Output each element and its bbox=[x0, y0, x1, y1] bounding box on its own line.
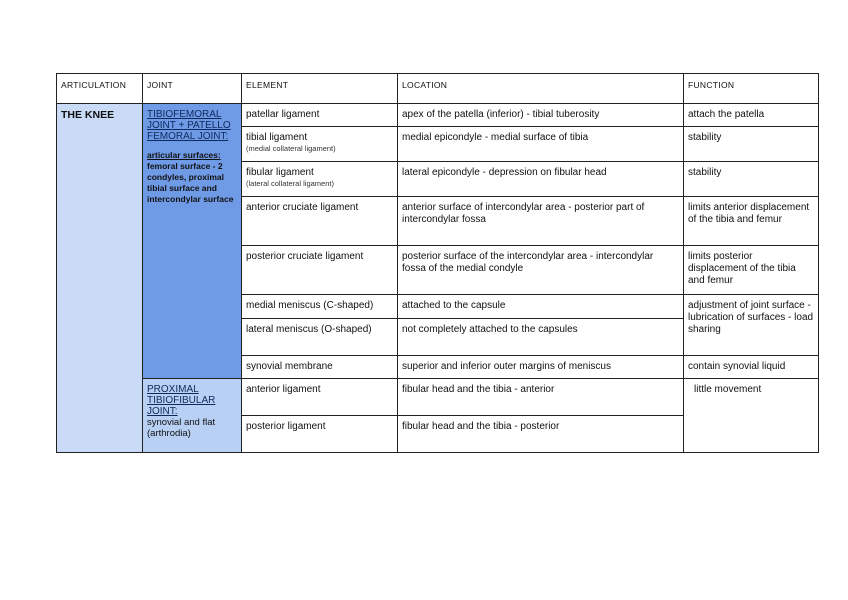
function-cell: stability bbox=[684, 127, 819, 162]
element-cell bbox=[242, 162, 398, 197]
location-cell: posterior surface of the intercondylar area - intercondylar fossa of the medial condyle bbox=[398, 246, 684, 295]
element-cell: medial meniscus (C-shaped) bbox=[242, 295, 398, 319]
location-cell: lateral epicondyle - depression on fibular head bbox=[398, 162, 684, 197]
element-cell: posterior ligament bbox=[242, 416, 398, 453]
joint-cell-tibiofibular bbox=[143, 379, 242, 453]
element-cell: anterior ligament bbox=[242, 379, 398, 416]
function-cell: contain synovial liquid bbox=[684, 356, 819, 379]
location-cell: superior and inferior outer margins of meniscus bbox=[398, 356, 684, 379]
articulation-cell: THE KNEE bbox=[57, 104, 143, 453]
location-cell: not completely attached to the capsules bbox=[398, 319, 684, 356]
table-row bbox=[57, 379, 819, 416]
function-cell: attach the patella bbox=[684, 104, 819, 127]
element-cell: synovial membrane bbox=[242, 356, 398, 379]
table-row bbox=[57, 104, 819, 127]
surfaces-label: articular surfaces: bbox=[147, 150, 221, 160]
header-element: ELEMENT bbox=[242, 74, 398, 104]
function-cell: limits anterior displacement of the tibia and femur bbox=[684, 197, 819, 246]
header-location: LOCATION bbox=[398, 74, 684, 104]
location-cell: medial epicondyle - medial surface of tibia bbox=[398, 127, 684, 162]
joint-type: synovial and flat (arthrodia) bbox=[147, 417, 216, 439]
element-note: (medial collateral ligament) bbox=[246, 144, 336, 153]
location-cell: attached to the capsule bbox=[398, 295, 684, 319]
element-cell: posterior cruciate ligament bbox=[242, 246, 398, 295]
joint-title: TIBIOFEMORAL JOINT + PATELLO FEMORAL JOINT: bbox=[147, 109, 231, 142]
element-cell: lateral meniscus (O-shaped) bbox=[242, 319, 398, 356]
header-row bbox=[57, 74, 819, 104]
surfaces-text: femoral surface - 2 condyles, proximal tibial surface and intercondylar surface bbox=[147, 161, 234, 204]
header-function: FUNCTION bbox=[684, 74, 819, 104]
function-cell: little movement bbox=[684, 379, 819, 453]
joint-title: PROXIMAL TIBIOFIBULAR JOINT: bbox=[147, 384, 216, 417]
header-articulation: ARTICULATION bbox=[57, 74, 143, 104]
element-cell bbox=[242, 127, 398, 162]
knee-articulation-table bbox=[56, 73, 819, 453]
element-label: tibial ligament bbox=[246, 132, 308, 143]
element-cell: patellar ligament bbox=[242, 104, 398, 127]
element-label: fibular ligament bbox=[246, 167, 314, 178]
element-note: (lateral collateral ligament) bbox=[246, 179, 334, 188]
joint-surfaces bbox=[147, 150, 237, 205]
location-cell: fibular head and the tibia - posterior bbox=[398, 416, 684, 453]
element-cell: anterior cruciate ligament bbox=[242, 197, 398, 246]
function-cell: stability bbox=[684, 162, 819, 197]
location-cell: anterior surface of intercondylar area - posterior part of intercondylar fossa bbox=[398, 197, 684, 246]
location-cell: fibular head and the tibia - anterior bbox=[398, 379, 684, 416]
joint-cell-tibiofemoral bbox=[143, 104, 242, 379]
function-cell: limits posterior displacement of the tibia and femur bbox=[684, 246, 819, 295]
function-cell: adjustment of joint surface - lubrication of surfaces - load sharing bbox=[684, 295, 819, 356]
header-joint: JOINT bbox=[143, 74, 242, 104]
location-cell: apex of the patella (inferior) - tibial tuberosity bbox=[398, 104, 684, 127]
